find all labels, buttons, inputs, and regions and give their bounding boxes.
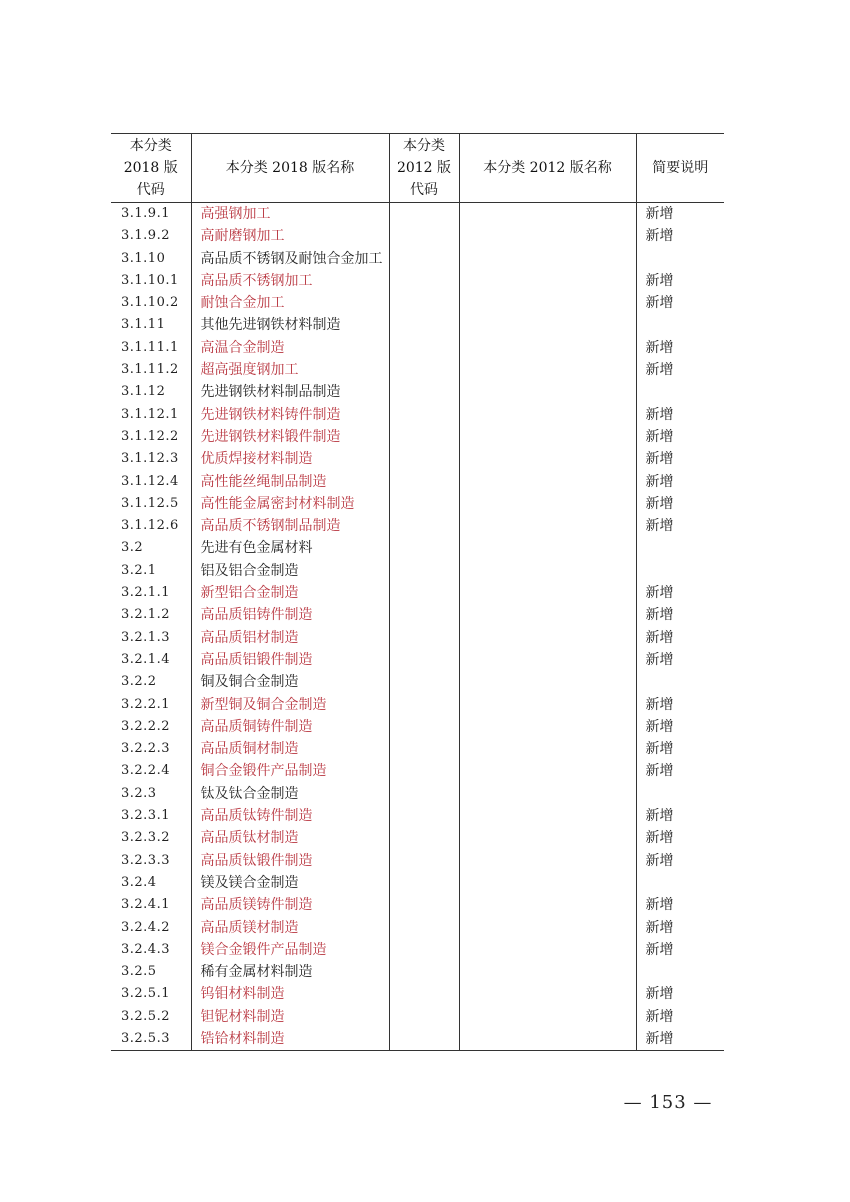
table-row [111,426,724,448]
row-code-2012 [389,404,459,426]
row-name: 高品质钛铸件制造 [191,805,389,827]
row-note: 新增 [636,1028,724,1051]
row-code: 3.1.12.5 [121,495,179,511]
row-code: 3.2.5 [121,964,157,980]
table-row [111,359,724,381]
table-row [111,627,724,649]
row-code-2012 [389,1006,459,1028]
row-name: 高品质铜材制造 [191,738,389,760]
row-code: 3.2.5.1 [121,986,170,1002]
row-code-2012 [389,827,459,849]
row-note: 新增 [636,716,724,738]
row-note: 新增 [636,649,724,671]
row-note: 新增 [636,203,724,226]
row-note: 新增 [636,493,724,515]
row-note: 新增 [636,359,724,381]
row-name: 高品质钛材制造 [191,827,389,849]
row-name: 铜合金锻件产品制造 [191,760,389,782]
row-code-2012 [389,537,459,559]
row-code: 3.2.5.2 [121,1008,170,1024]
row-code-2012 [389,471,459,493]
row-note: 新增 [636,894,724,916]
row-code-2012 [389,716,459,738]
row-name: 高温合金制造 [191,337,389,359]
row-note: 新增 [636,827,724,849]
row-code: 3.1.12 [121,384,166,400]
table-row [111,381,724,403]
row-code-2012 [389,203,459,226]
row-code-2012 [389,560,459,582]
row-code-2012 [389,760,459,782]
row-code-2012 [389,493,459,515]
row-code: 3.1.12.6 [121,518,179,534]
row-code: 3.1.11.1 [121,339,179,355]
header-name-2012: 本分类 2012 版名称 [459,134,636,203]
row-name: 高性能金属密封材料制造 [191,493,389,515]
row-name-2012 [459,426,636,448]
table-row [111,827,724,849]
row-code-2012 [389,448,459,470]
row-code-2012 [389,359,459,381]
row-name: 镁及镁合金制造 [191,872,389,894]
table-row [111,850,724,872]
row-code: 3.2.5.3 [111,1028,191,1051]
row-note: 新增 [636,627,724,649]
row-code-2012 [389,983,459,1005]
row-name: 高品质铜铸件制造 [191,716,389,738]
row-name: 高品质不锈钢及耐蚀合金加工 [191,248,389,270]
row-code: 3.2.3.3 [121,852,170,868]
table-row [111,738,724,760]
row-code: 3.2 [121,540,144,556]
row-name-2012 [459,805,636,827]
row-name-2012 [459,939,636,961]
row-code: 3.1.11 [121,317,166,333]
row-code-2012 [389,850,459,872]
row-name-2012 [459,738,636,760]
row-code: 3.2.2.3 [121,741,170,757]
row-code-2012 [389,515,459,537]
row-name-2012 [459,248,636,270]
table-header-row [111,134,724,203]
table-row [111,582,724,604]
table-row [111,1028,724,1051]
row-note: 新增 [636,515,724,537]
table-row [111,783,724,805]
row-name: 新型铝合金制造 [191,582,389,604]
table-row [111,203,724,226]
row-code: 3.2.3 [121,785,157,801]
table-row [111,939,724,961]
row-code: 3.2.1.3 [121,629,170,645]
row-code-2012 [389,604,459,626]
header-note: 简要说明 [636,134,724,203]
row-name: 高耐磨钢加工 [191,225,389,247]
row-name: 先进钢铁材料铸件制造 [191,404,389,426]
row-name-2012 [459,404,636,426]
row-name: 先进有色金属材料 [191,537,389,559]
header-code-2012: 本分类 2012 版 代码 [389,134,459,203]
row-code: 3.1.11.2 [121,362,179,378]
table-row [111,649,724,671]
row-code-2012 [389,783,459,805]
row-code-2012 [389,671,459,693]
row-name-2012 [459,537,636,559]
table-row [111,894,724,916]
row-code-2012 [389,805,459,827]
row-code-2012 [389,1028,459,1051]
row-note: 新增 [636,582,724,604]
row-code: 3.2.2 [121,674,157,690]
row-code: 3.1.10.1 [121,272,179,288]
row-note: 新增 [636,805,724,827]
row-note: 新增 [636,448,724,470]
row-code-2012 [389,738,459,760]
row-note: 新增 [636,939,724,961]
row-code: 3.2.1.4 [121,651,170,667]
table-row [111,292,724,314]
row-name: 先进钢铁材料制品制造 [191,381,389,403]
row-name-2012 [459,448,636,470]
row-note: 新增 [636,292,724,314]
table-row [111,760,724,782]
row-note [636,381,724,403]
table-row [111,716,724,738]
row-name-2012 [459,627,636,649]
row-code-2012 [389,225,459,247]
row-name-2012 [459,1006,636,1028]
row-code: 3.2.1 [121,562,157,578]
row-name-2012 [459,493,636,515]
row-name-2012 [459,604,636,626]
row-name: 先进钢铁材料锻件制造 [191,426,389,448]
table-body [111,203,724,1051]
row-code: 3.1.12.1 [121,406,179,422]
row-name: 优质焊接材料制造 [191,448,389,470]
row-name-2012 [459,760,636,782]
row-name-2012 [459,582,636,604]
row-name: 高品质镁材制造 [191,917,389,939]
table-row [111,448,724,470]
row-name: 高品质不锈钢加工 [191,270,389,292]
row-name-2012 [459,203,636,226]
row-name: 高品质钛锻件制造 [191,850,389,872]
row-name-2012 [459,961,636,983]
row-name: 高性能丝绳制品制造 [191,471,389,493]
row-note [636,314,724,336]
row-name: 新型铜及铜合金制造 [191,694,389,716]
table-row [111,961,724,983]
row-note: 新增 [636,738,724,760]
table-row [111,604,724,626]
row-code: 3.2.2.2 [121,718,170,734]
row-code-2012 [389,582,459,604]
row-code: 3.1.10.2 [121,295,179,311]
table-row [111,225,724,247]
row-name: 超高强度钢加工 [191,359,389,381]
row-note: 新增 [636,850,724,872]
row-name-2012 [459,381,636,403]
row-note [636,248,724,270]
row-name-2012 [459,292,636,314]
row-name-2012 [459,671,636,693]
row-code-2012 [389,270,459,292]
table-row [111,1006,724,1028]
table-row [111,694,724,716]
table-row [111,983,724,1005]
table-row [111,917,724,939]
row-name-2012 [459,515,636,537]
table-row [111,471,724,493]
header-name-2018: 本分类 2018 版名称 [191,134,389,203]
table-row [111,515,724,537]
row-name: 其他先进钢铁材料制造 [191,314,389,336]
row-code: 3.2.2.4 [121,763,170,779]
row-code: 3.1.9.2 [121,228,170,244]
table-row [111,337,724,359]
row-note: 新增 [636,983,724,1005]
row-code: 3.2.4.1 [121,897,170,913]
table-row [111,560,724,582]
row-name-2012 [459,314,636,336]
row-name: 高品质铝锻件制造 [191,649,389,671]
row-note [636,961,724,983]
row-code-2012 [389,248,459,270]
row-code: 3.2.4.3 [121,941,170,957]
row-name: 钽铌材料制造 [191,1006,389,1028]
row-name-2012 [459,1028,636,1051]
row-code: 3.1.12.2 [121,428,179,444]
table-row [111,805,724,827]
row-code: 3.2.3.2 [121,830,170,846]
row-name-2012 [459,225,636,247]
row-note: 新增 [636,1006,724,1028]
row-name: 耐蚀合金加工 [191,292,389,314]
row-note [636,560,724,582]
row-name-2012 [459,270,636,292]
row-code-2012 [389,426,459,448]
row-code: 3.2.2.1 [121,696,170,712]
row-note [636,671,724,693]
row-note: 新增 [636,760,724,782]
row-code: 3.2.1.1 [121,585,170,601]
row-code: 3.1.12.3 [121,451,179,467]
row-note: 新增 [636,225,724,247]
table-row [111,671,724,693]
row-name: 高品质不锈钢制品制造 [191,515,389,537]
row-note: 新增 [636,604,724,626]
row-name: 高品质铝材制造 [191,627,389,649]
row-code-2012 [389,381,459,403]
row-name-2012 [459,894,636,916]
row-name-2012 [459,872,636,894]
row-name-2012 [459,783,636,805]
row-note: 新增 [636,917,724,939]
row-name-2012 [459,694,636,716]
row-code: 3.1.10 [121,250,166,266]
row-code-2012 [389,292,459,314]
row-note: 新增 [636,270,724,292]
table-row [111,404,724,426]
row-code: 3.1.12.4 [121,473,179,489]
row-code-2012 [389,939,459,961]
row-name-2012 [459,471,636,493]
row-code-2012 [389,627,459,649]
row-note: 新增 [636,337,724,359]
table-row [111,872,724,894]
page-number: — 153 — [623,1092,713,1113]
row-note: 新增 [636,694,724,716]
table-row [111,248,724,270]
row-code-2012 [389,649,459,671]
row-name-2012 [459,560,636,582]
table-row [111,493,724,515]
row-note [636,872,724,894]
row-name: 镁合金锻件产品制造 [191,939,389,961]
row-name: 铝及铝合金制造 [191,560,389,582]
table-row [111,314,724,336]
row-code-2012 [389,872,459,894]
row-code-2012 [389,694,459,716]
row-note: 新增 [636,426,724,448]
row-code-2012 [389,337,459,359]
row-name: 钨钼材料制造 [191,983,389,1005]
row-name-2012 [459,649,636,671]
table-row [111,270,724,292]
row-name: 高强钢加工 [191,203,389,226]
row-code-2012 [389,961,459,983]
row-note: 新增 [636,471,724,493]
row-code-2012 [389,314,459,336]
table-row [111,537,724,559]
row-name: 稀有金属材料制造 [191,961,389,983]
row-name-2012 [459,827,636,849]
row-code: 3.2.4 [121,874,157,890]
row-name-2012 [459,359,636,381]
row-name: 高品质铝铸件制造 [191,604,389,626]
row-code-2012 [389,894,459,916]
row-note: 新增 [636,404,724,426]
row-code-2012 [389,917,459,939]
row-name: 钛及钛合金制造 [191,783,389,805]
row-note [636,537,724,559]
row-name: 铜及铜合金制造 [191,671,389,693]
header-code-2018: 本分类 2018 版 代码 [111,134,191,203]
row-code: 3.1.9.1 [121,206,170,221]
row-name: 高品质镁铸件制造 [191,894,389,916]
row-name-2012 [459,337,636,359]
classification-table [111,133,724,1051]
row-name-2012 [459,850,636,872]
row-code: 3.2.1.2 [121,607,170,623]
row-code: 3.2.3.1 [121,808,170,824]
row-name: 锆铪材料制造 [191,1028,389,1051]
row-name-2012 [459,716,636,738]
row-name-2012 [459,917,636,939]
row-note [636,783,724,805]
row-code: 3.2.4.2 [121,919,170,935]
row-name-2012 [459,983,636,1005]
